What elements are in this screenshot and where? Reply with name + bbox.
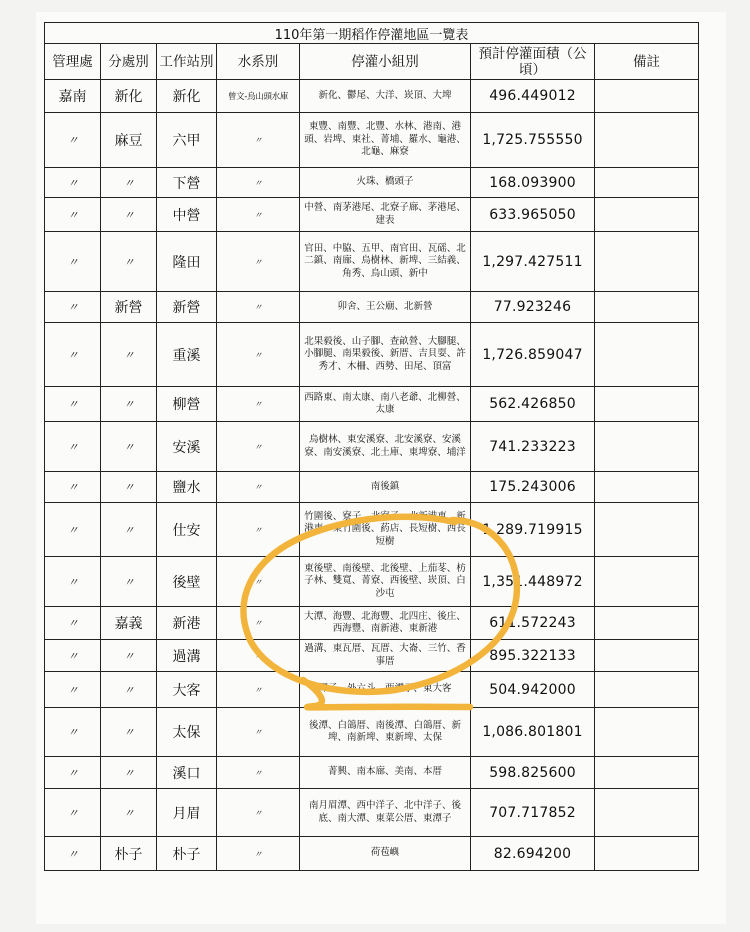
cell-note: [595, 672, 699, 708]
cell-water: 〃: [217, 757, 300, 789]
cell-water: 〃: [217, 323, 300, 387]
table-row: [45, 422, 699, 472]
cell-station: 隆田: [157, 232, 217, 292]
cell-manager: 〃: [45, 168, 101, 198]
cell-water: 〃: [217, 789, 300, 837]
cell-area: 1,351.448972: [471, 557, 595, 607]
cell-note: [595, 640, 699, 672]
cell-water: 〃: [217, 472, 300, 503]
cell-groups: 竹圍後、寮子、北寮子、北新港東、新港東、東竹圍後、葯店、長短樹、西長短樹: [300, 503, 471, 557]
cell-water: 〃: [217, 672, 300, 708]
cell-note: [595, 837, 699, 871]
cell-groups: 潭子、外六斗、西潭子、東大客: [300, 672, 471, 708]
cell-area: 1,725.755550: [471, 113, 595, 168]
cell-area: 562.426850: [471, 387, 595, 422]
table-row: [45, 80, 699, 113]
cell-branch: 新化: [101, 80, 157, 113]
cell-note: [595, 292, 699, 323]
cell-branch: 〃: [101, 757, 157, 789]
cell-area: 77.923246: [471, 292, 595, 323]
cell-groups: 過溝、東瓦厝、瓦厝、大崙、三竹、香事厝: [300, 640, 471, 672]
cell-manager: 〃: [45, 607, 101, 640]
cell-station: 新化: [157, 80, 217, 113]
table-row: [45, 672, 699, 708]
header-station: 工作站別: [157, 44, 217, 80]
cell-area: 633.965050: [471, 198, 595, 232]
cell-manager: 〃: [45, 472, 101, 503]
cell-note: [595, 232, 699, 292]
cell-note: [595, 168, 699, 198]
table-title: 110年第一期稻作停灌地區一覽表: [45, 23, 699, 44]
cell-station: 溪口: [157, 757, 217, 789]
cell-manager: 〃: [45, 323, 101, 387]
header-branch: 分處別: [101, 44, 157, 80]
table-row: [45, 113, 699, 168]
cell-station: 新港: [157, 607, 217, 640]
cell-branch: 嘉義: [101, 607, 157, 640]
cell-station: 月眉: [157, 789, 217, 837]
header-note: 備註: [595, 44, 699, 80]
header-groups: 停灌小組別: [300, 44, 471, 80]
table-row: [45, 503, 699, 557]
cell-manager: 〃: [45, 837, 101, 871]
cell-note: [595, 708, 699, 757]
header-water: 水系別: [217, 44, 300, 80]
cell-note: [595, 323, 699, 387]
cell-water: 〃: [217, 557, 300, 607]
cell-station: 下營: [157, 168, 217, 198]
cell-water: 〃: [217, 113, 300, 168]
cell-groups: 菁興、南本廍、美南、本厝: [300, 757, 471, 789]
cell-area: 1,726.859047: [471, 323, 595, 387]
cell-area: 168.093900: [471, 168, 595, 198]
table-row: [45, 607, 699, 640]
cell-groups: 東後壁、南後壁、北後壁、上茄苳、枋子林、雙寬、菁寮、西後壁、崁頂、白沙屯: [300, 557, 471, 607]
table-row: [45, 387, 699, 422]
cell-station: 中營: [157, 198, 217, 232]
cell-water: 〃: [217, 503, 300, 557]
cell-note: [595, 80, 699, 113]
cell-station: 安溪: [157, 422, 217, 472]
cell-note: [595, 387, 699, 422]
cell-area: 1,086.801801: [471, 708, 595, 757]
cell-manager: 〃: [45, 292, 101, 323]
cell-groups: 荷苞嶼: [300, 837, 471, 871]
cell-water: 曾文-烏山頭水庫: [217, 80, 300, 113]
cell-station: 柳營: [157, 387, 217, 422]
cell-manager: 〃: [45, 708, 101, 757]
cell-area: 175.243006: [471, 472, 595, 503]
cell-manager: 〃: [45, 757, 101, 789]
cell-note: [595, 503, 699, 557]
cell-water: 〃: [217, 168, 300, 198]
cell-area: 1,289.719915: [471, 503, 595, 557]
cell-manager: 〃: [45, 232, 101, 292]
cell-branch: 新營: [101, 292, 157, 323]
cell-note: [595, 113, 699, 168]
cell-water: 〃: [217, 837, 300, 871]
cell-water: 〃: [217, 607, 300, 640]
table-row: [45, 232, 699, 292]
cell-station: 仕安: [157, 503, 217, 557]
table-row: [45, 557, 699, 607]
cell-water: 〃: [217, 640, 300, 672]
cell-manager: 〃: [45, 557, 101, 607]
table-row: [45, 168, 699, 198]
cell-groups: 烏樹林、東安溪寮、北安溪寮、安溪寮、南安溪寮、北土庫、東埤寮、埔洋: [300, 422, 471, 472]
cell-water: 〃: [217, 422, 300, 472]
cell-water: 〃: [217, 198, 300, 232]
cell-branch: 〃: [101, 323, 157, 387]
cell-station: 太保: [157, 708, 217, 757]
cell-note: [595, 757, 699, 789]
cell-groups: 新化、鬱尾、大洋、崁頂、大埤: [300, 80, 471, 113]
cell-branch: 〃: [101, 640, 157, 672]
cell-area: 598.825600: [471, 757, 595, 789]
cell-groups: 官田、中脇、五甲、南官田、瓦磘、北二鎮、南廍、烏樹林、新埤、三結義、角秀、烏山頭、新中: [300, 232, 471, 292]
cell-manager: 〃: [45, 789, 101, 837]
cell-manager: 〃: [45, 672, 101, 708]
cell-groups: 南後鎮: [300, 472, 471, 503]
cell-area: 82.694200: [471, 837, 595, 871]
cell-note: [595, 198, 699, 232]
cell-note: [595, 472, 699, 503]
cell-manager: 嘉南: [45, 80, 101, 113]
cell-branch: 〃: [101, 503, 157, 557]
cell-station: 新營: [157, 292, 217, 323]
cell-groups: 火珠、橋頭子: [300, 168, 471, 198]
table-row: [45, 292, 699, 323]
cell-area: 707.717852: [471, 789, 595, 837]
cell-branch: 〃: [101, 672, 157, 708]
header-area: 預計停灌面積（公頃）: [471, 44, 595, 80]
cell-manager: 〃: [45, 503, 101, 557]
cell-groups: 西路東、南太康、南八老爺、北柳營、太康: [300, 387, 471, 422]
cell-station: 鹽水: [157, 472, 217, 503]
cell-water: 〃: [217, 292, 300, 323]
cell-branch: 〃: [101, 472, 157, 503]
table-row: [45, 472, 699, 503]
table-row: [45, 837, 699, 871]
cell-groups: 後潭、白鴿厝、南後潭、白鴿厝、新埤、南新埤、東新埤、太保: [300, 708, 471, 757]
cell-station: 重溪: [157, 323, 217, 387]
table-row: [45, 198, 699, 232]
cell-groups: 北果毅後、山子腳、查畝營、大腳腿、小腳腿、南果毅後、新厝、吉貝耍、許秀才、木柵、西勢、田尾、頂富: [300, 323, 471, 387]
cell-branch: 〃: [101, 708, 157, 757]
cell-groups: 大潭、海豐、北海豐、北四庄、後庄、西海豐、南新港、東新港: [300, 607, 471, 640]
cell-water: 〃: [217, 708, 300, 757]
cell-area: 496.449012: [471, 80, 595, 113]
cell-station: 大客: [157, 672, 217, 708]
table-row: [45, 708, 699, 757]
cell-station: 後壁: [157, 557, 217, 607]
cell-branch: 〃: [101, 387, 157, 422]
cell-note: [595, 607, 699, 640]
cell-note: [595, 789, 699, 837]
cell-branch: 朴子: [101, 837, 157, 871]
cell-manager: 〃: [45, 640, 101, 672]
cell-groups: 卯舍、王公廟、北新營: [300, 292, 471, 323]
cell-groups: 南月眉潭、西中洋子、北中洋子、後底、南大潭、東菜公厝、東潭子: [300, 789, 471, 837]
cell-branch: 麻豆: [101, 113, 157, 168]
cell-branch: 〃: [101, 198, 157, 232]
cell-water: 〃: [217, 232, 300, 292]
table-row: [45, 640, 699, 672]
table-row: [45, 757, 699, 789]
cell-area: 1,297.427511: [471, 232, 595, 292]
table-row: [45, 789, 699, 837]
cell-manager: 〃: [45, 422, 101, 472]
table-body: [45, 80, 699, 871]
cell-area: 611.572243: [471, 607, 595, 640]
cell-manager: 〃: [45, 113, 101, 168]
header-manager: 管理處: [45, 44, 101, 80]
cell-groups: 中營、南茅港尾、北寮子廍、茅港尾、建表: [300, 198, 471, 232]
cell-groups: 東豐、南豐、北豐、水林、港南、港頭、岩埤、東社、菁埔、羅水、龜港、北龜、麻寮: [300, 113, 471, 168]
cell-area: 895.322133: [471, 640, 595, 672]
cell-area: 741.233223: [471, 422, 595, 472]
table-row: [45, 323, 699, 387]
cell-branch: 〃: [101, 557, 157, 607]
cell-branch: 〃: [101, 789, 157, 837]
cell-note: [595, 422, 699, 472]
cell-branch: 〃: [101, 232, 157, 292]
cell-manager: 〃: [45, 387, 101, 422]
stoppage-table: [44, 22, 699, 871]
cell-station: 過溝: [157, 640, 217, 672]
cell-station: 六甲: [157, 113, 217, 168]
cell-manager: 〃: [45, 198, 101, 232]
cell-station: 朴子: [157, 837, 217, 871]
cell-note: [595, 557, 699, 607]
cell-area: 504.942000: [471, 672, 595, 708]
cell-water: 〃: [217, 387, 300, 422]
cell-branch: 〃: [101, 168, 157, 198]
cell-branch: 〃: [101, 422, 157, 472]
